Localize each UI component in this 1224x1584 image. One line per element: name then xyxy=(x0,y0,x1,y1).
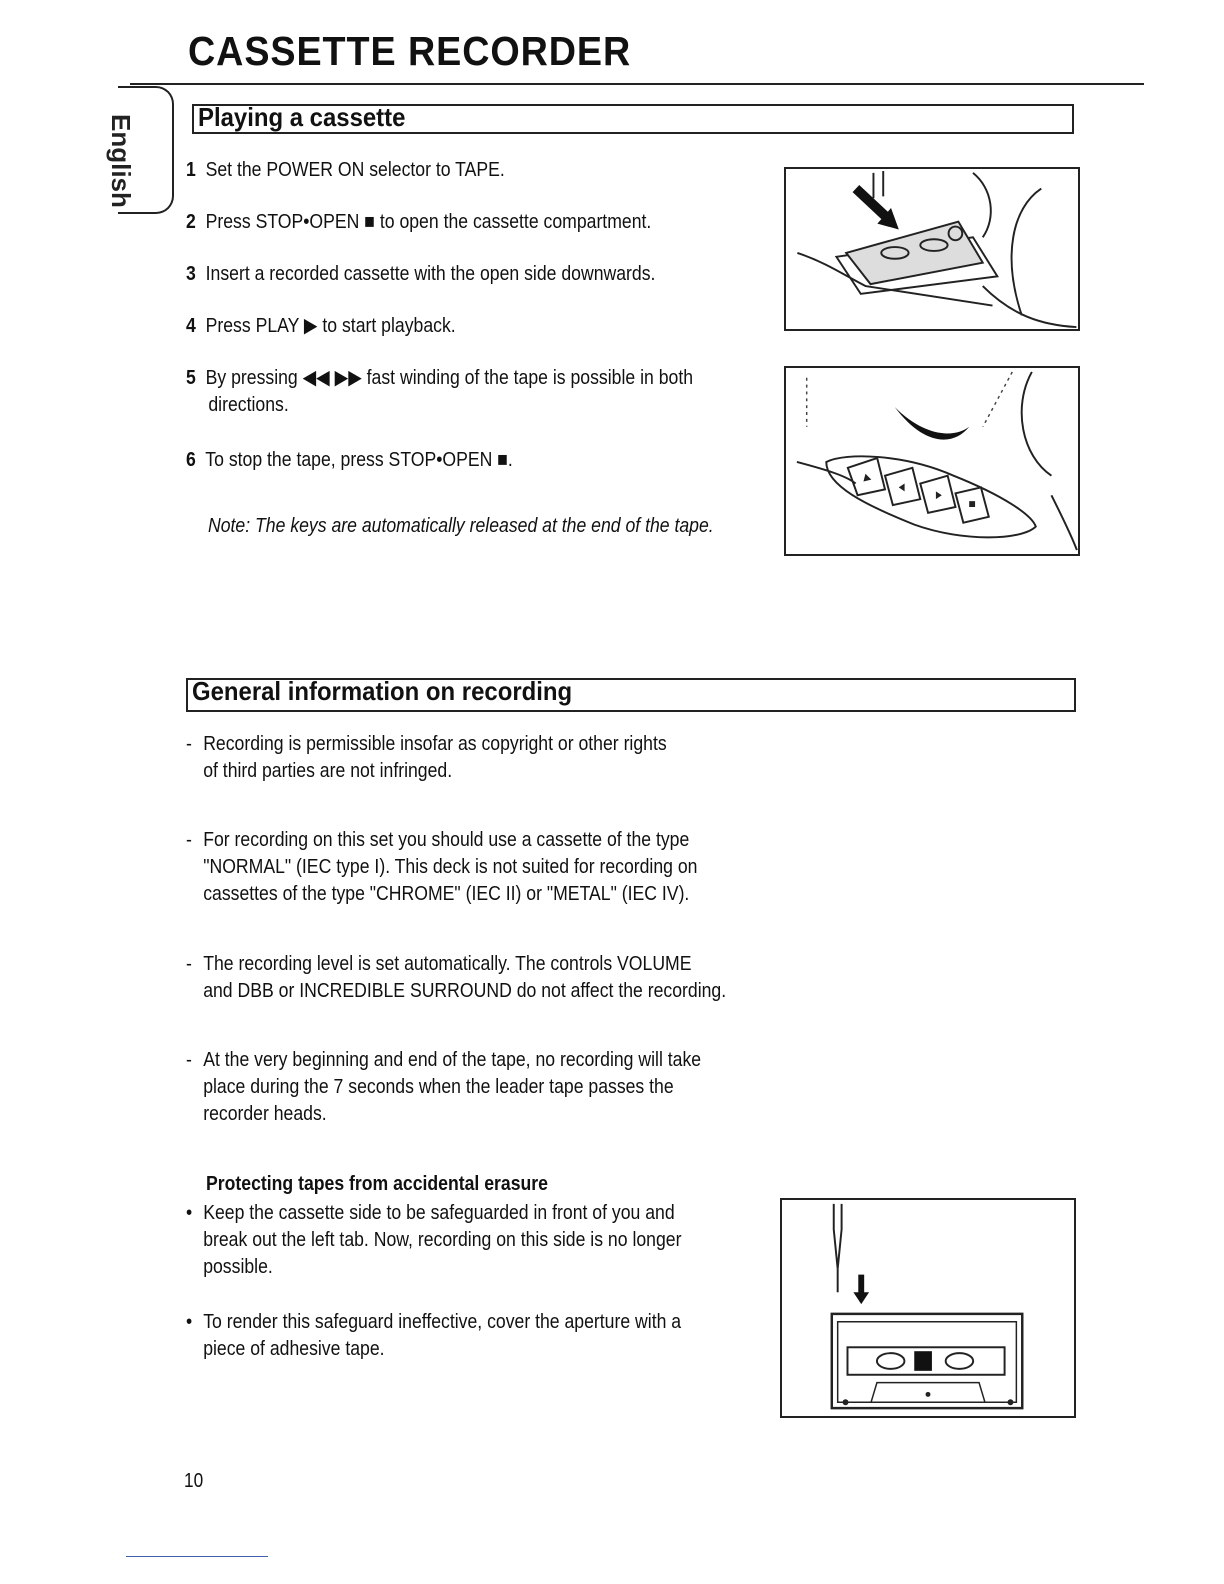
step-number: 4 xyxy=(186,314,196,337)
step-number: 5 xyxy=(186,366,196,389)
dash: - xyxy=(186,828,192,851)
step-number: 3 xyxy=(186,262,196,285)
info-line: Recording is permissible insofar as copyright or other rights xyxy=(203,732,667,755)
protect-line: Keep the cassette side to be safeguarded in front of you and xyxy=(203,1201,675,1224)
info-line: recorder heads. xyxy=(203,1102,327,1125)
protect-item-2 xyxy=(186,1308,682,1360)
step-2 xyxy=(186,208,651,235)
section-heading-playing-label: Playing a cassette xyxy=(198,102,406,132)
step-text: Set the POWER ON selector to TAPE. xyxy=(205,158,505,181)
playing-note: Note: The keys are automatically released at the end of the tape. xyxy=(208,514,714,537)
info-line: At the very beginning and end of the tape, no recording will take xyxy=(203,1048,702,1071)
recording-info-1 xyxy=(186,730,667,782)
recording-info-3 xyxy=(186,950,727,1002)
step-3 xyxy=(186,260,655,287)
info-line: place during the 7 seconds when the leader tape passes the xyxy=(203,1075,674,1098)
protect-line: piece of adhesive tape. xyxy=(203,1337,385,1360)
info-line: of third parties are not infringed. xyxy=(203,759,453,782)
erase-protection-illustration xyxy=(782,1200,1074,1416)
step-text: To stop the tape, press STOP•OPEN ■. xyxy=(205,448,513,471)
section-heading-recording-label: General information on recording xyxy=(192,676,573,706)
bullet: • xyxy=(186,1310,193,1333)
step-number: 1 xyxy=(186,158,196,181)
step-4 xyxy=(186,312,456,339)
info-line: "NORMAL" (IEC type I). This deck is not suited for recording on xyxy=(203,855,698,878)
step-text: Press STOP•OPEN ■ to open the cassette compartment. xyxy=(205,210,652,233)
info-line: For recording on this set you should use a cassette of the type xyxy=(203,828,690,851)
step-text: Press PLAY ▶ to start playback. xyxy=(205,314,456,337)
figure-erase-protection xyxy=(780,1198,1076,1418)
dash: - xyxy=(186,1048,192,1071)
protect-line: break out the left tab. Now, recording on this side is no longer xyxy=(203,1228,682,1251)
step-text: Insert a recorded cassette with the open side downwards. xyxy=(205,262,656,285)
insert-cassette-illustration xyxy=(786,169,1078,329)
recording-info-2 xyxy=(186,826,698,905)
protect-line: possible. xyxy=(203,1255,273,1278)
dash: - xyxy=(186,952,192,975)
page-title: CASSETTE RECORDER xyxy=(188,28,632,74)
step-1 xyxy=(186,156,505,183)
figure-control-keys xyxy=(784,366,1080,556)
step-text: By pressing ◀◀ ▶▶ fast winding of the tape is possible in both xyxy=(205,366,694,389)
footer-rule xyxy=(126,1556,268,1557)
figure-insert-cassette xyxy=(784,167,1080,331)
protect-line: To render this safeguard ineffective, cover the aperture with a xyxy=(203,1310,682,1333)
recording-info-4 xyxy=(186,1046,702,1125)
language-tab xyxy=(106,86,174,214)
step-6 xyxy=(186,446,513,473)
language-tab-label: English xyxy=(106,114,136,208)
info-line: and DBB or INCREDIBLE SURROUND do not affect the recording. xyxy=(203,979,727,1002)
section-heading-playing xyxy=(192,104,1074,134)
step-text-cont: directions. xyxy=(208,393,289,416)
dash: - xyxy=(186,732,192,755)
step-number: 6 xyxy=(186,448,196,471)
title-rule xyxy=(130,83,1144,85)
section-heading-recording xyxy=(186,678,1076,712)
protect-heading: Protecting tapes from accidental erasure xyxy=(206,1172,548,1195)
bullet: • xyxy=(186,1201,193,1224)
step-number: 2 xyxy=(186,210,196,233)
step-5 xyxy=(186,364,693,418)
page-number: 10 xyxy=(184,1470,204,1492)
control-keys-illustration xyxy=(786,368,1078,554)
info-line: The recording level is set automatically. The controls VOLUME xyxy=(203,952,692,975)
info-line: cassettes of the type "CHROME" (IEC II) or "METAL" (IEC IV). xyxy=(203,882,690,905)
protect-item-1 xyxy=(186,1199,682,1278)
